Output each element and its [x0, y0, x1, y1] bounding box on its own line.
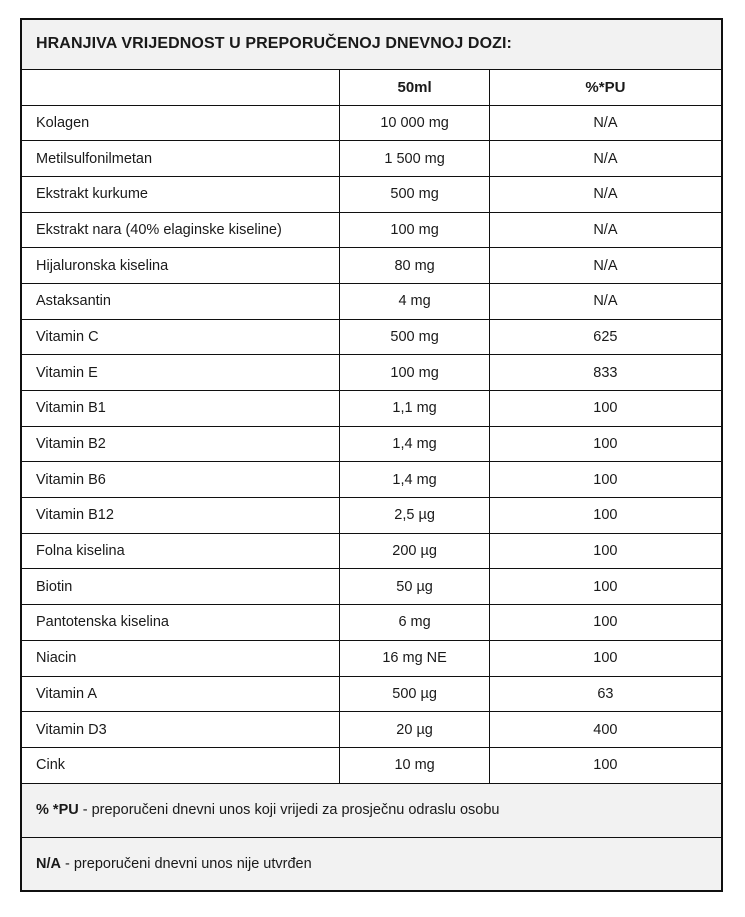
column-header-dose: 50ml: [340, 69, 489, 105]
cell-percent-pu: N/A: [489, 141, 722, 177]
cell-percent-pu: 400: [489, 712, 722, 748]
table-row: [21, 105, 722, 141]
cell-percent-pu: 625: [489, 319, 722, 355]
table-row: [21, 319, 722, 355]
cell-percent-pu: N/A: [489, 105, 722, 141]
cell-ingredient-name: Hijaluronska kiselina: [21, 248, 340, 284]
cell-dose-amount: 100 mg: [340, 212, 489, 248]
table-title-row: [21, 19, 722, 69]
cell-dose-amount: 1 500 mg: [340, 141, 489, 177]
footnote-row-na: [21, 837, 722, 891]
table-row: [21, 141, 722, 177]
cell-dose-amount: 10 000 mg: [340, 105, 489, 141]
table-row: [21, 498, 722, 534]
footnote-na: [21, 837, 722, 891]
cell-percent-pu: N/A: [489, 212, 722, 248]
table-row: [21, 569, 722, 605]
footnote-na-label: N/A: [36, 855, 61, 872]
cell-dose-amount: 50 µg: [340, 569, 489, 605]
cell-percent-pu: 100: [489, 569, 722, 605]
cell-dose-amount: 20 µg: [340, 712, 489, 748]
cell-percent-pu: 833: [489, 355, 722, 391]
column-header-pu: %*PU: [489, 69, 722, 105]
cell-percent-pu: N/A: [489, 176, 722, 212]
cell-percent-pu: 100: [489, 426, 722, 462]
cell-dose-amount: 1,4 mg: [340, 462, 489, 498]
cell-ingredient-name: Pantotenska kiselina: [21, 605, 340, 641]
cell-dose-amount: 500 mg: [340, 176, 489, 212]
nutrition-facts-table: [20, 18, 723, 892]
table-row: [21, 355, 722, 391]
table-row: [21, 391, 722, 427]
cell-percent-pu: N/A: [489, 248, 722, 284]
footnote-pu: [21, 783, 722, 837]
table-body: [21, 19, 722, 891]
column-header-name: [21, 69, 340, 105]
cell-ingredient-name: Vitamin B1: [21, 391, 340, 427]
table-title: HRANJIVA VRIJEDNOST U PREPORUČENOJ DNEVNOJ DOZI:: [21, 19, 722, 69]
table-row: [21, 176, 722, 212]
cell-percent-pu: 100: [489, 498, 722, 534]
table-row: [21, 283, 722, 319]
cell-ingredient-name: Biotin: [21, 569, 340, 605]
cell-dose-amount: 10 mg: [340, 747, 489, 783]
table-row: [21, 462, 722, 498]
footnote-pu-label: % *PU: [36, 802, 79, 819]
cell-percent-pu: 100: [489, 640, 722, 676]
cell-percent-pu: N/A: [489, 283, 722, 319]
cell-percent-pu: 100: [489, 533, 722, 569]
cell-dose-amount: 6 mg: [340, 605, 489, 641]
cell-dose-amount: 4 mg: [340, 283, 489, 319]
cell-percent-pu: 100: [489, 391, 722, 427]
cell-ingredient-name: Folna kiselina: [21, 533, 340, 569]
cell-ingredient-name: Metilsulfonilmetan: [21, 141, 340, 177]
cell-dose-amount: 500 µg: [340, 676, 489, 712]
cell-dose-amount: 1,4 mg: [340, 426, 489, 462]
cell-ingredient-name: Ekstrakt kurkume: [21, 176, 340, 212]
cell-ingredient-name: Vitamin A: [21, 676, 340, 712]
cell-ingredient-name: Kolagen: [21, 105, 340, 141]
cell-ingredient-name: Astaksantin: [21, 283, 340, 319]
cell-percent-pu: 100: [489, 747, 722, 783]
cell-dose-amount: 80 mg: [340, 248, 489, 284]
footnote-pu-text: - preporučeni dnevni unos koji vrijedi za prosječnu odraslu osobu: [78, 802, 500, 819]
table-row: [21, 426, 722, 462]
footnote-na-text: - preporučeni dnevni unos nije utvrđen: [60, 855, 312, 872]
table-row: [21, 248, 722, 284]
cell-dose-amount: 200 µg: [340, 533, 489, 569]
cell-ingredient-name: Vitamin E: [21, 355, 340, 391]
cell-dose-amount: 100 mg: [340, 355, 489, 391]
cell-ingredient-name: Vitamin B2: [21, 426, 340, 462]
cell-ingredient-name: Vitamin D3: [21, 712, 340, 748]
table-row: [21, 747, 722, 783]
cell-ingredient-name: Cink: [21, 747, 340, 783]
table-row: [21, 605, 722, 641]
cell-dose-amount: 16 mg NE: [340, 640, 489, 676]
cell-dose-amount: 2,5 µg: [340, 498, 489, 534]
cell-percent-pu: 100: [489, 605, 722, 641]
cell-ingredient-name: Ekstrakt nara (40% elaginske kiseline): [21, 212, 340, 248]
cell-ingredient-name: Vitamin B12: [21, 498, 340, 534]
footnote-row-pu: [21, 783, 722, 837]
cell-dose-amount: 500 mg: [340, 319, 489, 355]
table-row: [21, 212, 722, 248]
cell-dose-amount: 1,1 mg: [340, 391, 489, 427]
table-row: [21, 676, 722, 712]
column-header-row: [21, 69, 722, 105]
cell-ingredient-name: Vitamin B6: [21, 462, 340, 498]
cell-percent-pu: 63: [489, 676, 722, 712]
table-row: [21, 712, 722, 748]
cell-ingredient-name: Vitamin C: [21, 319, 340, 355]
table-row: [21, 533, 722, 569]
cell-percent-pu: 100: [489, 462, 722, 498]
table-row: [21, 640, 722, 676]
cell-ingredient-name: Niacin: [21, 640, 340, 676]
